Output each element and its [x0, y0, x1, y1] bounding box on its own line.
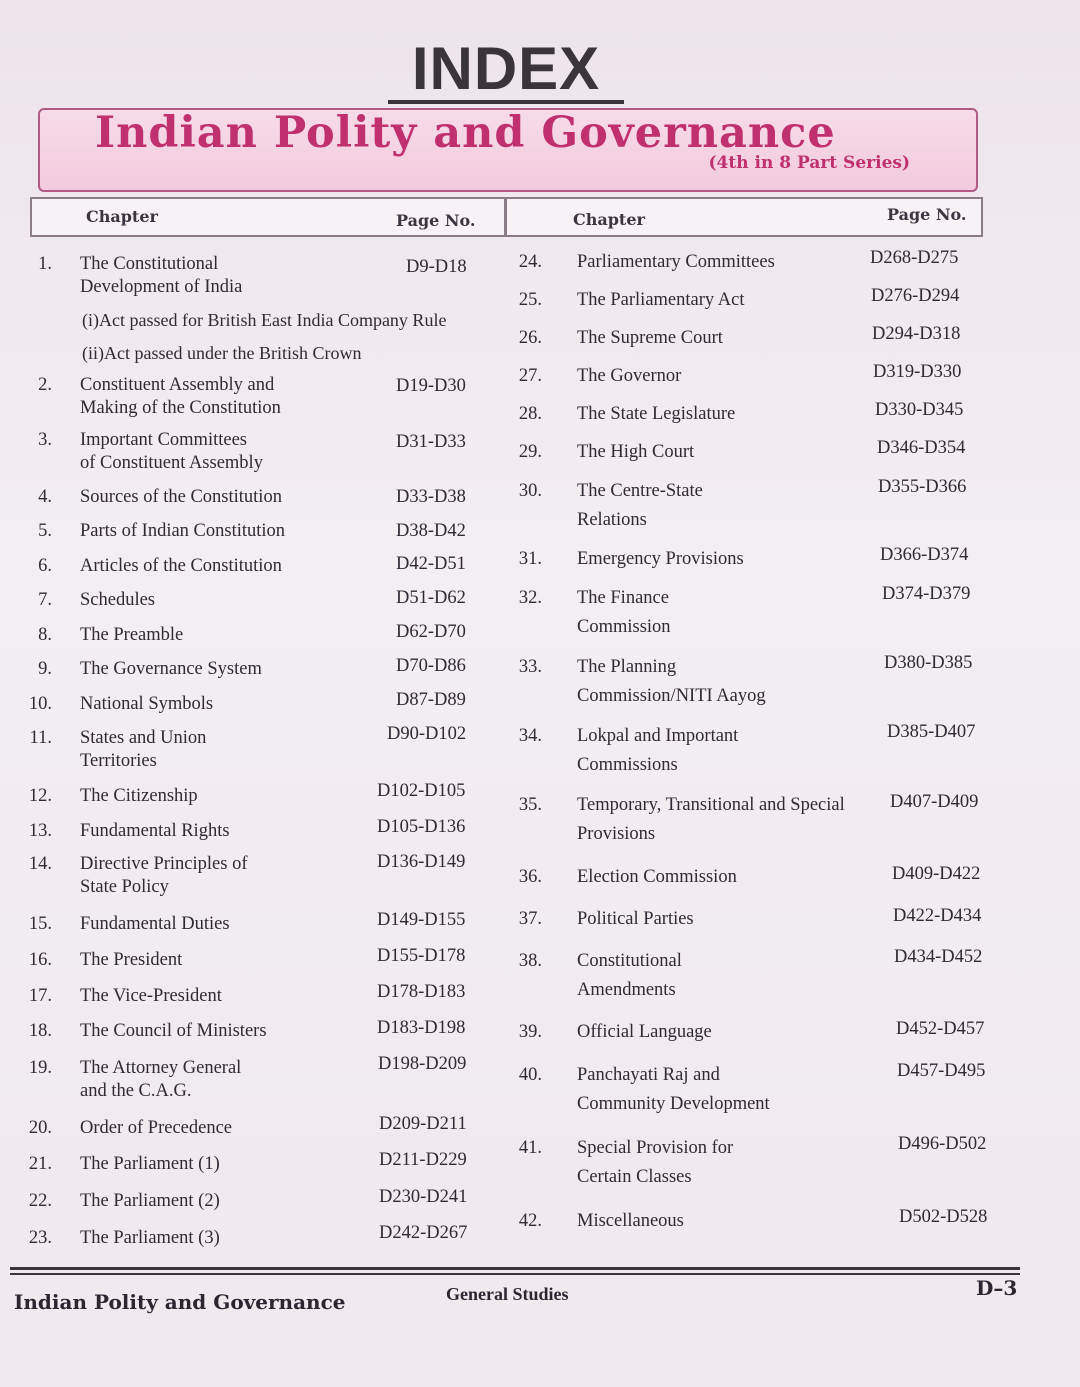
page-range: D31-D33	[396, 432, 466, 452]
page-range: D209-D211	[379, 1114, 467, 1134]
right-chapter-header: Chapter	[573, 210, 645, 229]
chapter-title: Fundamental Rights	[80, 821, 230, 841]
page-range: D102-D105	[377, 781, 466, 801]
page-range: D155-D178	[377, 946, 466, 966]
right-page-header: Page No.	[887, 205, 967, 224]
chapter-number: 9.	[38, 659, 52, 679]
chapter-number: 26.	[518, 328, 542, 348]
chapter-number: 35.	[518, 795, 542, 815]
chapter-title-continued: Community Development	[577, 1094, 770, 1114]
chapter-title: The Preamble	[80, 625, 184, 645]
chapter-number: 38.	[518, 951, 542, 971]
page-range: D346-D354	[877, 438, 966, 458]
chapter-number: 22.	[28, 1191, 52, 1211]
footer-book-title: Indian Polity and Governance	[14, 1290, 346, 1314]
chapter-title: The President	[80, 950, 183, 970]
chapter-title: Official Language	[577, 1022, 712, 1042]
left-page-header: Page No.	[396, 211, 476, 230]
page-range: D62-D70	[396, 622, 466, 642]
page-range: D19-D30	[396, 376, 466, 396]
chapter-title: The Planning	[577, 657, 677, 677]
chapter-number: 40.	[518, 1065, 542, 1085]
page-range: D90-D102	[387, 724, 467, 744]
chapter-title-continued: Territories	[80, 751, 157, 771]
chapter-title-continued: Certain Classes	[577, 1167, 692, 1187]
chapter-title: The Supreme Court	[577, 328, 723, 348]
page-range: D105-D136	[377, 817, 466, 837]
page-range: D434-D452	[894, 947, 983, 967]
page-range: D70-D86	[396, 656, 466, 676]
chapter-number: 6.	[38, 556, 52, 576]
chapter-number: 17.	[28, 986, 52, 1006]
page-range: D9-D18	[406, 257, 467, 277]
chapter-title: The Attorney General	[80, 1058, 242, 1078]
book-subtitle: (4th in 8 Part Series)	[708, 153, 910, 173]
chapter-title: Important Committees	[80, 430, 247, 450]
page-range: D380-D385	[884, 653, 973, 673]
chapter-number: 10.	[28, 694, 52, 714]
page-range: D457-D495	[897, 1061, 986, 1081]
page-range: D178-D183	[377, 982, 466, 1002]
chapter-title: The Parliament (3)	[80, 1228, 220, 1248]
chapter-number: 32.	[518, 588, 542, 608]
page-range: D87-D89	[396, 690, 466, 710]
chapter-number: 7.	[38, 590, 52, 610]
page-range: D319-D330	[873, 362, 962, 382]
chapter-title: Sources of the Constitution	[80, 487, 282, 507]
chapter-number: 18.	[28, 1021, 52, 1041]
chapter-title: Constitutional	[577, 951, 682, 971]
page-range: D38-D42	[396, 521, 466, 541]
chapter-number: 21.	[28, 1154, 52, 1174]
chapter-number: 2.	[38, 375, 52, 395]
page-range: D385-D407	[887, 722, 976, 742]
chapter-title: The Governor	[577, 366, 682, 386]
chapter-number: 12.	[28, 786, 52, 806]
page-range: D366-D374	[880, 545, 969, 565]
chapter-title: Election Commission	[577, 867, 737, 887]
chapter-number: 27.	[518, 366, 542, 386]
chapter-number: 19.	[28, 1058, 52, 1078]
page-range: D183-D198	[377, 1018, 466, 1038]
chapter-title: Directive Principles of	[80, 854, 248, 874]
page-range: D211-D229	[379, 1150, 467, 1170]
page-range: D149-D155	[377, 910, 466, 930]
page-range: D355-D366	[878, 477, 967, 497]
chapter-number: 42.	[518, 1211, 542, 1231]
chapter-title: Lokpal and Important	[577, 726, 739, 746]
page-range: D242-D267	[379, 1223, 468, 1243]
chapter-title: Political Parties	[577, 909, 694, 929]
left-chapter-header: Chapter	[86, 207, 158, 226]
chapter-title: Miscellaneous	[577, 1211, 684, 1231]
chapter-number: 5.	[38, 521, 52, 541]
page-title: INDEX	[388, 38, 624, 104]
chapter-title-continued: State Policy	[80, 877, 169, 897]
chapter-title: Special Provision for	[577, 1138, 734, 1158]
page-range: D33-D38	[396, 487, 466, 507]
chapter-number: 28.	[518, 404, 542, 424]
chapter-title-continued: Commission/NITI Aayog	[577, 686, 766, 706]
book-title: Indian Polity and Governance	[95, 108, 836, 158]
footer-series: General Studies	[446, 1284, 569, 1304]
chapter-number: 13.	[28, 821, 52, 841]
chapter-title: Temporary, Transitional and Special	[577, 795, 845, 815]
page-range: D422-D434	[893, 906, 982, 926]
chapter-title: National Symbols	[80, 694, 214, 714]
chapter-title: Panchayati Raj and	[577, 1065, 720, 1085]
chapter-title-continued: Commission	[577, 617, 671, 637]
footer-rule-thin	[10, 1273, 1020, 1275]
chapter-title: The Constitutional	[80, 254, 219, 274]
footer-rule	[10, 1267, 1020, 1270]
page-range: D276-D294	[871, 286, 960, 306]
page-number: D–3	[976, 1276, 1018, 1300]
chapter-title: The Council of Ministers	[80, 1021, 267, 1041]
chapter-title: The Centre-State	[577, 481, 703, 501]
chapter-number: 31.	[518, 549, 542, 569]
chapter-number: 24.	[518, 252, 542, 272]
chapter-title: Emergency Provisions	[577, 549, 744, 569]
page-range: D330-D345	[875, 400, 964, 420]
chapter-title: Constituent Assembly and	[80, 375, 275, 395]
page-range: D496-D502	[898, 1134, 987, 1154]
page-range: D230-D241	[379, 1187, 468, 1207]
chapter-title: Fundamental Duties	[80, 914, 230, 934]
chapter-number: 37.	[518, 909, 542, 929]
page-range: D374-D379	[882, 584, 971, 604]
chapter-number: 14.	[28, 854, 52, 874]
chapter-number: 23.	[28, 1228, 52, 1248]
chapter-title: Parts of Indian Constitution	[80, 521, 286, 541]
page-range: D136-D149	[377, 852, 466, 872]
chapter-number: 15.	[28, 914, 52, 934]
page-range: D409-D422	[892, 864, 981, 884]
chapter-title-continued: Relations	[577, 510, 647, 530]
chapter-title: Order of Precedence	[80, 1118, 233, 1138]
subitem-2: (ii)Act passed under the British Crown	[82, 343, 362, 363]
chapter-title: States and Union	[80, 728, 207, 748]
page-range: D407-D409	[890, 792, 979, 812]
chapter-number: 8.	[38, 625, 52, 645]
page-range: D452-D457	[896, 1019, 985, 1039]
chapter-number: 4.	[38, 487, 52, 507]
chapter-title-continued: of Constituent Assembly	[80, 453, 263, 473]
chapter-number: 25.	[518, 290, 542, 310]
chapter-title: The Parliament (2)	[80, 1191, 220, 1211]
chapter-number: 41.	[518, 1138, 542, 1158]
chapter-title: The Parliamentary Act	[577, 290, 745, 310]
chapter-number: 1.	[38, 254, 52, 274]
chapter-title-continued: Commissions	[577, 755, 678, 775]
chapter-number: 36.	[518, 867, 542, 887]
chapter-number: 11.	[29, 728, 52, 748]
chapter-title-continued: Development of India	[80, 277, 243, 297]
chapter-title: The Citizenship	[80, 786, 198, 806]
chapter-number: 3.	[38, 430, 52, 450]
page-range: D268-D275	[870, 248, 959, 268]
chapter-title: Schedules	[80, 590, 156, 610]
chapter-title: The Finance	[577, 588, 669, 608]
chapter-title: The State Legislature	[577, 404, 736, 424]
chapter-title-continued: Provisions	[577, 824, 656, 844]
page-range: D502-D528	[899, 1207, 988, 1227]
chapter-number: 34.	[518, 726, 542, 746]
page-range: D198-D209	[378, 1054, 467, 1074]
page-range: D42-D51	[396, 554, 466, 574]
chapter-number: 30.	[518, 481, 542, 501]
chapter-title: The Governance System	[80, 659, 262, 679]
chapter-title: Parliamentary Committees	[577, 252, 775, 272]
page-range: D51-D62	[396, 588, 466, 608]
chapter-title: Articles of the Constitution	[80, 556, 282, 576]
chapter-number: 33.	[518, 657, 542, 677]
chapter-title: The High Court	[577, 442, 695, 462]
chapter-title: The Parliament (1)	[80, 1154, 220, 1174]
chapter-number: 20.	[28, 1118, 52, 1138]
page-range: D294-D318	[872, 324, 961, 344]
chapter-title: The Vice-President	[80, 986, 222, 1006]
chapter-number: 39.	[518, 1022, 542, 1042]
chapter-title-continued: Making of the Constitution	[80, 398, 281, 418]
subitem-1: (i)Act passed for British East India Company Rule	[82, 310, 447, 330]
chapter-number: 29.	[518, 442, 542, 462]
chapter-title-continued: Amendments	[577, 980, 676, 1000]
chapter-number: 16.	[28, 950, 52, 970]
chapter-title-continued: and the C.A.G.	[80, 1081, 192, 1101]
